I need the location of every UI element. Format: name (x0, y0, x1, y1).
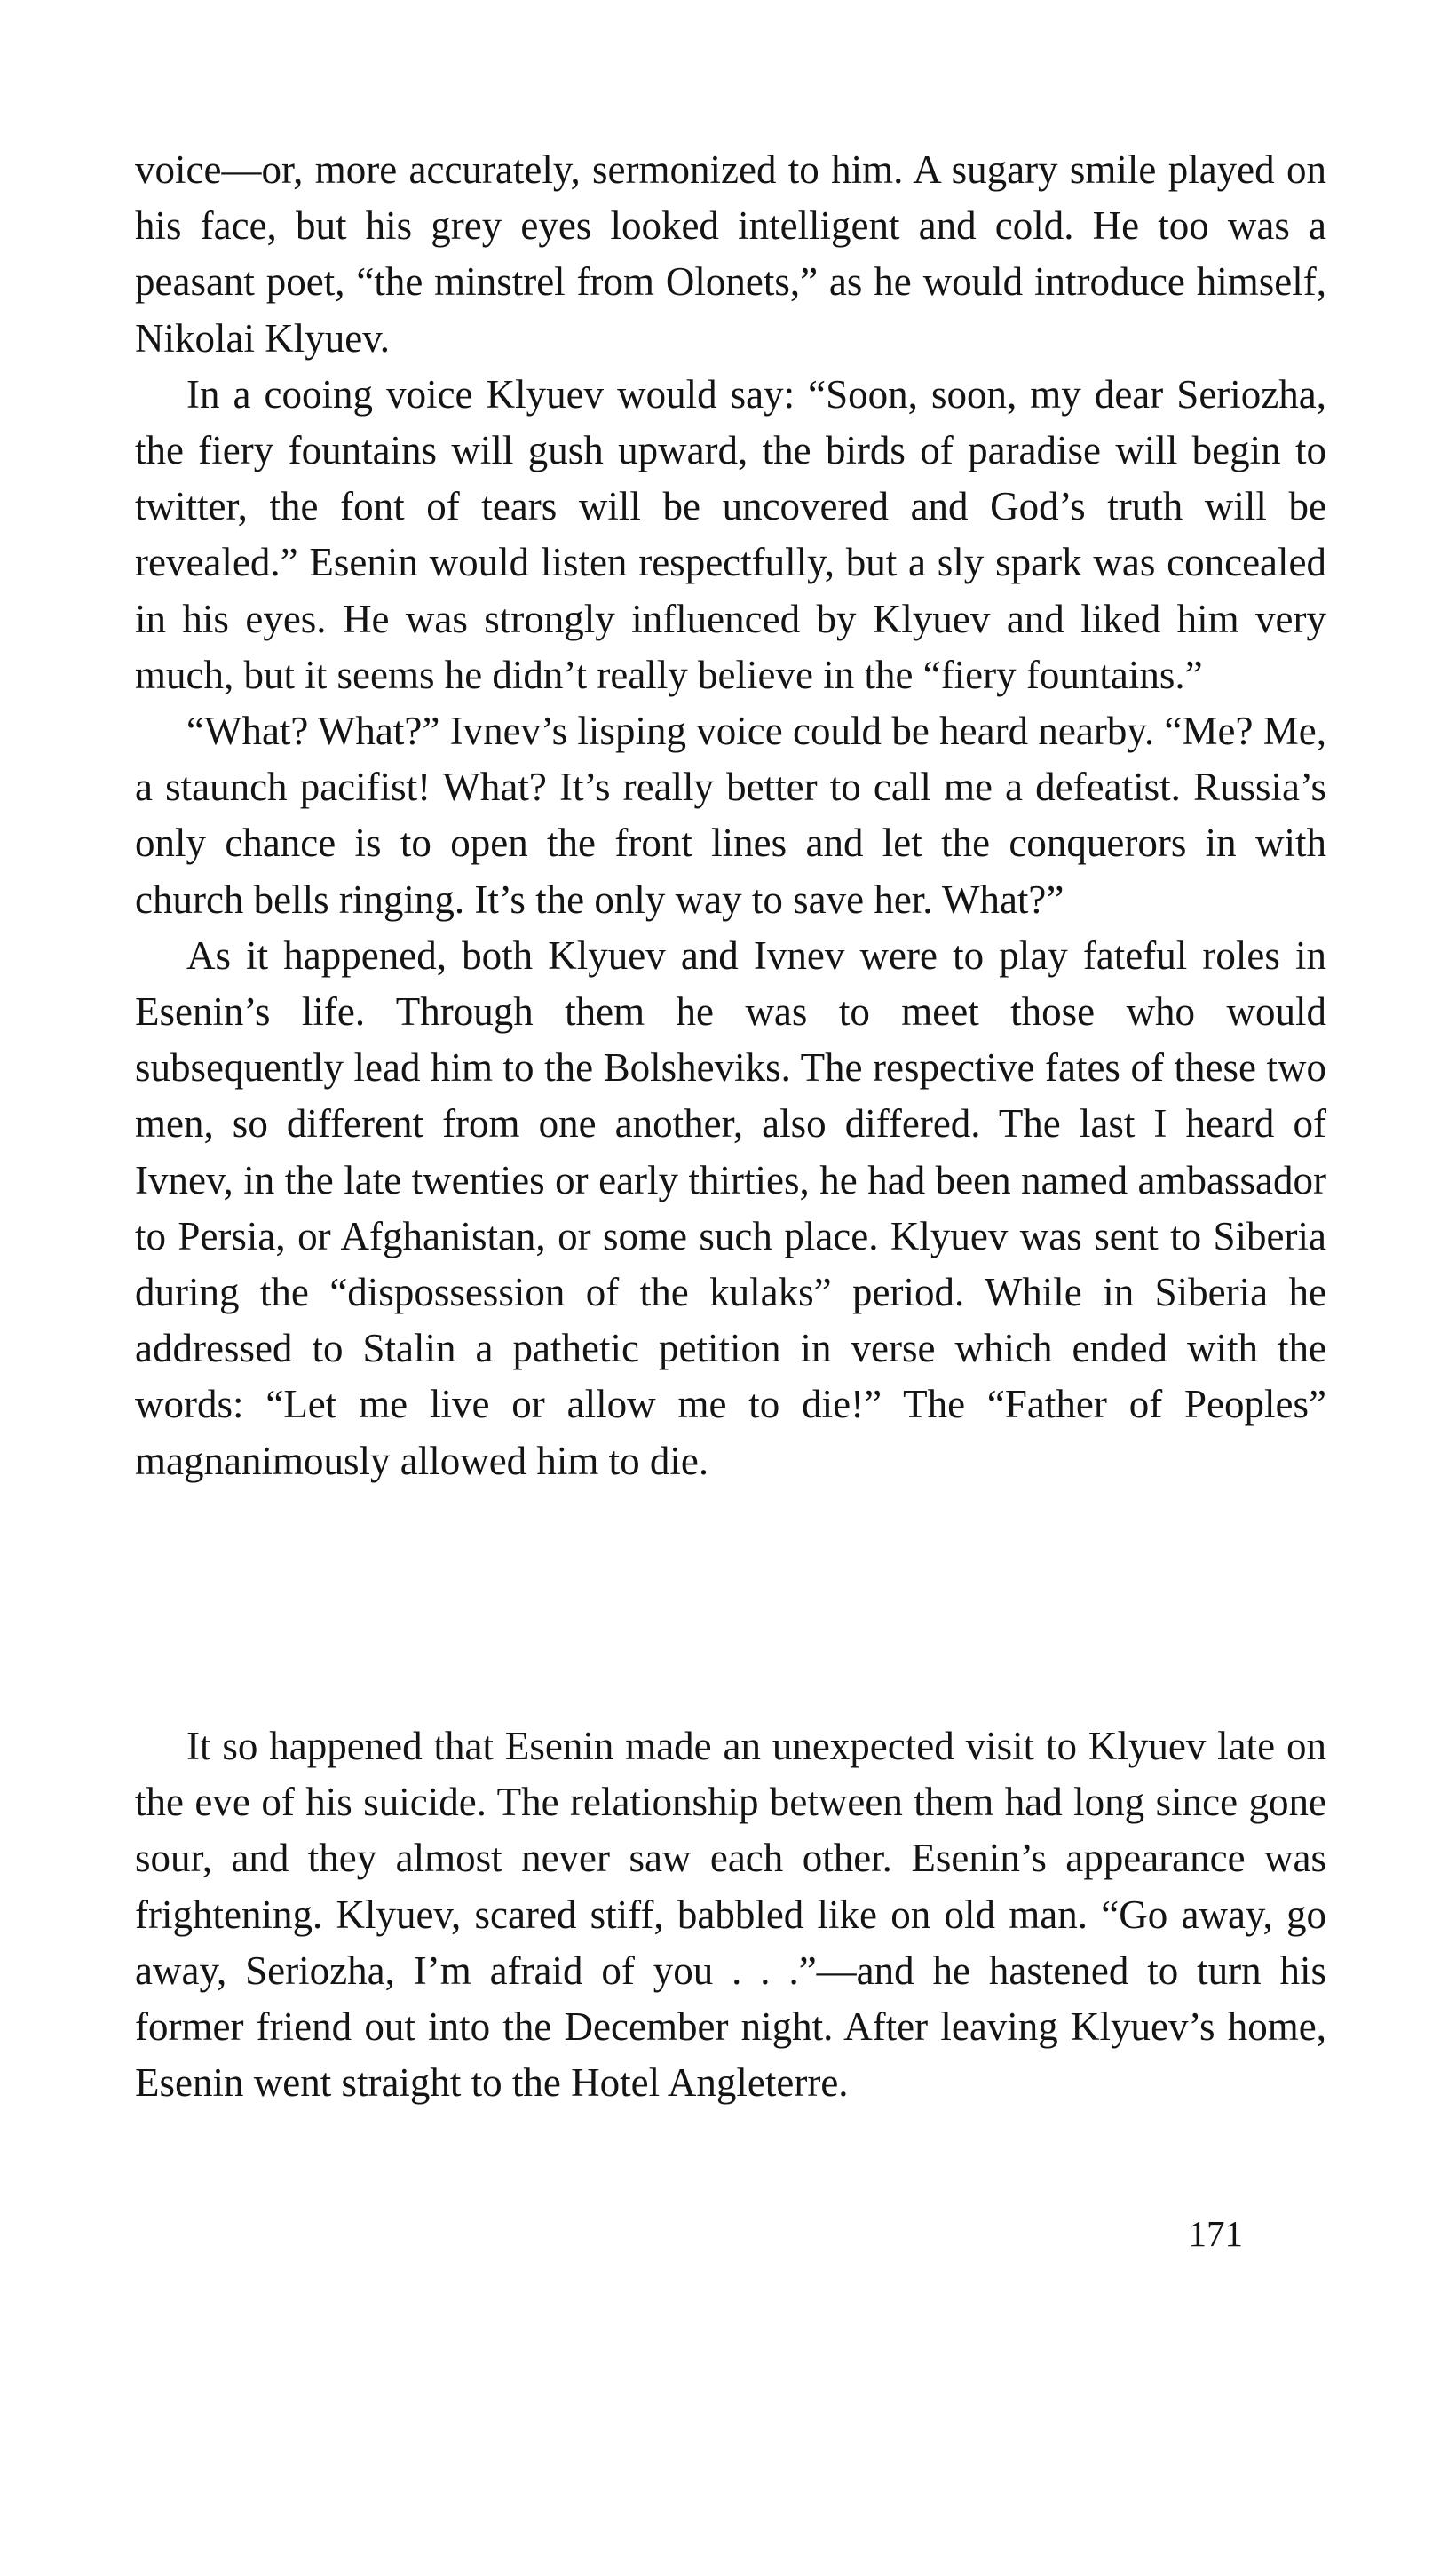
body-text-upper (135, 142, 1326, 1489)
paragraph-last-visit: It so happened that Esenin made an unexpected visit to Klyuev late on the eve of his suicide. The relationship between them had long since gone sour, and they almost never saw each other. Esenin’s appearance was frightening. Klyuev, scared stiff, babbled like on old man. “Go away, go away, Seriozha, I’m afraid of you . . .”—and he hastened to turn his former friend out into the December night. After leaving Klyuev’s home, Esenin went straight to the Hotel Angleterre. (135, 1724, 1326, 2106)
paragraph-fates: As it happened, both Klyuev and Ivnev were to play fateful roles in Esenin’s life. Through them he was to meet those who would subsequently lead him to the Bolsheviks. The respective fates of these two men, so different from one another, also differed. The last I heard of Ivnev, in the late twenties or early thirties, he had been named ambassador to Persia, or Afghanistan, or some such place. Klyuev was sent to Siberia during the “dispossession of the kulaks” period. While in Siberia he addressed to Stalin a pathetic petition in verse which ended with the words: “Let me live or allow me to die!” The “Father of Peoples” magnanimously allowed him to die. (135, 932, 1326, 1483)
paragraph-ivnev-quote: “What? What?” Ivnev’s lisping voice could be heard nearby. “Me? Me, a staunch pacifist! What? It’s really better to call me a defeatist. Russia’s only chance is to open the front lines and let the conquerors in with church bells ringing. It’s the only way to save her. What?” (135, 709, 1326, 922)
paragraph-klyuev-quote: In a cooing voice Klyuev would say: “Soon, soon, my dear Seriozha, the fiery fountains will gush upward, the birds of paradise will begin to twitter, the font of tears will be uncovered and God’s truth will be revealed.” Esenin would listen respectfully, but a sly spark was concealed in his eyes. He was strongly influenced by Klyuev and liked him very much, but it seems he didn’t really believe in the “fiery fountains.” (135, 371, 1326, 697)
page-number: 171 (1188, 2213, 1243, 2254)
body-text-lower (135, 1718, 1326, 2111)
paragraph-continuation: voice—or, more accurately, sermonized to him. A sugary smile played on his face, but his grey eyes looked intelligent and cold. He too was a peasant poet, “the minstrel from Olonets,” as he would introduce himself, Nikolai Klyuev. (135, 147, 1326, 361)
